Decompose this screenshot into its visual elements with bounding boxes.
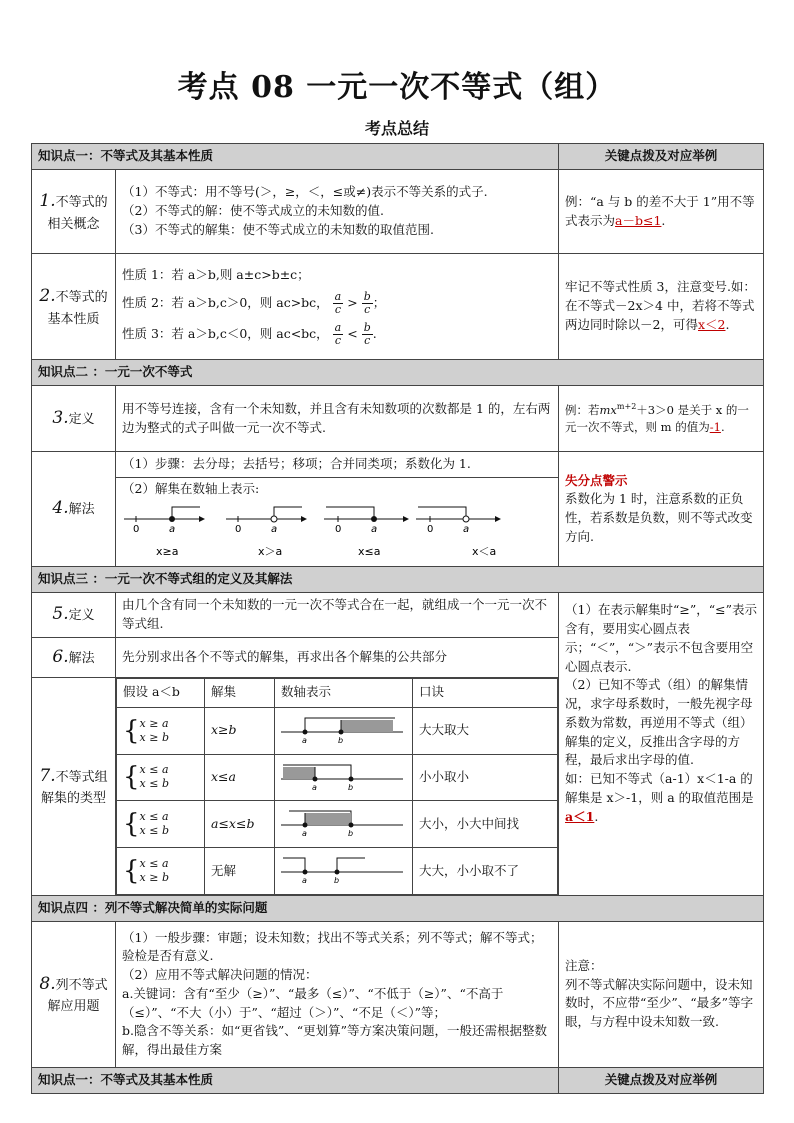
- axis-cell: [275, 754, 413, 801]
- svg-text:a: a: [312, 782, 317, 792]
- rule-cell: 大小，小大中间找: [413, 801, 558, 848]
- svg-text:b: b: [334, 876, 340, 885]
- column-header: 口诀: [413, 678, 558, 707]
- row-note: （1）在表示解集时“≥”，“≤”表示含有，要用实心圆点表示；“＜”，“＞”表示不包含要用空心圆点表示. （2）已知不等式（组）的解集情况，求字母系数时，一般先视字母系数为常数，再逆用不等式（组）解集的定义，反推出含字母的方程，最后求出字母的值. 如：已知不等式（a-1）x＜1-a 的解集是 x＞-1，则 a 的取值范围是a＜1.: [559, 593, 764, 896]
- number-line-1: [124, 507, 204, 558]
- table-row: [117, 848, 558, 895]
- section-header: 知识点二 ：一元一次不等式: [32, 360, 764, 386]
- system-cell: { x ≤ a x ≤ b: [117, 754, 205, 801]
- svg-text:a: a: [169, 523, 176, 535]
- solution-cell: 无解: [205, 848, 275, 895]
- axis-label: x＜a: [472, 544, 497, 558]
- row-label: 2.不等式的基本性质: [32, 254, 116, 360]
- axis-label: x≥a: [156, 544, 179, 558]
- svg-text:a: a: [463, 523, 470, 535]
- row-label: 1.不等式的相关概念: [32, 170, 116, 254]
- section-header-row: [32, 567, 764, 593]
- axis-cell: [275, 707, 413, 754]
- system-cell: { x ≤ a x ≥ b: [117, 848, 205, 895]
- section-right-header: 关键点拨及对应举例: [559, 144, 764, 170]
- solution-cell: a≤x≤b: [205, 801, 275, 848]
- number-line-2: [226, 507, 306, 558]
- row-note: 失分点警示 系数化为 1 时，注意系数的正负性，若系数是负数，则不等式改变方向.: [559, 452, 764, 567]
- axis-label: x＞a: [258, 544, 283, 558]
- rule-cell: 小小取小: [413, 754, 558, 801]
- table-row: [117, 801, 558, 848]
- warning-title: 失分点警示: [565, 472, 628, 488]
- table-row: [32, 593, 764, 638]
- svg-text:a: a: [302, 876, 307, 885]
- svg-text:b: b: [338, 735, 344, 745]
- table-row: [32, 254, 764, 360]
- section-header-row: [32, 360, 764, 386]
- section-header: 知识点四 ：列不等式解决简单的实际问题: [32, 895, 764, 921]
- row-label: 7.不等式组解集的类型: [32, 677, 116, 895]
- system-cell: { x ≤ a x ≤ b: [117, 801, 205, 848]
- row-note: 例：若$mx^{m+2}+3>0$ 是关于 x 的一元一次不等式，则 m 的值为-1.: [559, 386, 764, 452]
- number-line-4: [416, 507, 500, 558]
- svg-text:b: b: [348, 829, 354, 839]
- number-line-diagram: [275, 755, 411, 795]
- number-line-3: [324, 507, 408, 558]
- row-content: 先分别求出各个不等式的解集，再求出各个解集的公共部分: [116, 637, 559, 677]
- number-line-group: [116, 499, 556, 561]
- rule-cell: 大大取大: [413, 707, 558, 754]
- row-note: 注意： 列不等式解决实际问题中，设未知数时，不应带“至少”、“最多”等字眼，与方程中设未知数一致.: [559, 921, 764, 1067]
- number-line-diagram: [275, 801, 411, 841]
- page-subtitle: 考点总结: [364, 119, 429, 138]
- section-right-header: 关键点拨及对应举例: [559, 1067, 764, 1093]
- row-content: 用不等号连接，含有一个未知数，并且含有未知数项的次数都是 1 的，左右两边为整式的式子叫做一元一次不等式.: [116, 386, 559, 452]
- svg-text:a: a: [302, 735, 307, 745]
- column-header: 假设 a＜b: [117, 678, 205, 707]
- axis-cell: [275, 848, 413, 895]
- section-header-row: [32, 144, 764, 170]
- section-header: 知识点一：不等式及其基本性质: [32, 1067, 559, 1093]
- table-row: [117, 707, 558, 754]
- fraction: $\frac{b}{c}$: [363, 320, 371, 347]
- row-content: （1）一般步骤：审题；设未知数；找出不等式关系；列不等式；解不等式；验检是否有意义. （2）应用不等式解决问题的情况： a.关键词：含有“至少（≥）”、“最多（≤）”、“不低于（≥）”、“不高于（≤）”、“不大（小）于”、“超过（＞）”、“不足（＜）”等； b.隐含不等关系：如“更省钱”、“更划算”等方案决策问题，一般还需根据整数解，得出最佳方案: [116, 921, 559, 1067]
- number-line-diagram: [275, 848, 411, 888]
- svg-text:0: 0: [235, 523, 242, 535]
- svg-text:0: 0: [133, 523, 140, 535]
- fraction: $\frac{a}{c}$: [334, 320, 342, 347]
- svg-text:0: 0: [427, 523, 434, 535]
- section-header: 知识点三 ：一元一次不等式组的定义及其解法: [32, 567, 764, 593]
- summary-table: [31, 143, 764, 1094]
- table-row: [32, 170, 764, 254]
- svg-text:a: a: [302, 829, 307, 839]
- solution-set-table: [116, 678, 558, 895]
- row-content: 由几个含有同一个未知数的一元一次不等式合在一起，就组成一个一元一次不等式组.: [116, 593, 559, 638]
- row-content: （1）步骤：去分母；去括号；移项；合并同类项；系数化为 1. （2）解集在数轴上表示: 0 a x≥a 0 a x＞a 0 a x≤a 0 a x＜a: [116, 452, 559, 567]
- section-header-row: [32, 1067, 764, 1093]
- row-note: 例：“a 与 b 的差不大于 1”用不等式表示为a－b≤1.: [559, 170, 764, 254]
- fraction: $\frac{b}{c}$: [363, 289, 371, 316]
- svg-text:0: 0: [335, 523, 342, 535]
- page-title: 考点 08 一元一次不等式（组）: [177, 70, 617, 105]
- row-content: 性质 1：若 a＞b,则 a±c>b±c； 性质 2：若 a＞b,c＞0，则 ac>bc， $\frac{a}{c}$ > $\frac{b}{c}$ ； 性质 3：若 a＞b,c＜0，则 ac<bc， $\frac{a}{c}$ < $\frac{b}{c}$ .: [116, 254, 559, 360]
- table-row: [32, 386, 764, 452]
- row-label: 6.解法: [32, 637, 116, 677]
- system-cell: { x ≥ a x ≥ b: [117, 707, 205, 754]
- svg-text:a: a: [271, 523, 278, 535]
- column-header: 数轴表示: [275, 678, 413, 707]
- axis-label: x≤a: [358, 544, 381, 558]
- row-note: 牢记不等式性质 3，注意变号.如：在不等式－2x＞4 中，若将不等式两边同时除以－2，可得x＜2.: [559, 254, 764, 360]
- table-row: [32, 921, 764, 1067]
- table-row: [117, 754, 558, 801]
- section-header: 知识点一：不等式及其基本性质: [32, 144, 559, 170]
- section-header-row: [32, 895, 764, 921]
- row-label: 5.定义: [32, 593, 116, 638]
- row-content: （1）不等式：用不等号(＞，≥，＜，≤或≠)表示不等关系的式子. （2）不等式的解：使不等式成立的未知数的值. （3）不等式的解集：使不等式成立的未知数的取值范围.: [116, 170, 559, 254]
- column-header: 解集: [205, 678, 275, 707]
- row-label: 8.列不等式解应用题: [32, 921, 116, 1067]
- number-line-diagram: [275, 708, 411, 748]
- svg-text:a: a: [371, 523, 378, 535]
- svg-text:b: b: [348, 782, 354, 792]
- table-row: [32, 452, 764, 567]
- row-content: [116, 677, 559, 895]
- row-label: 4.解法: [32, 452, 116, 567]
- fraction: $\frac{a}{c}$: [334, 289, 342, 316]
- axis-cell: [275, 801, 413, 848]
- solution-cell: x≥b: [205, 707, 275, 754]
- solution-cell: x≤a: [205, 754, 275, 801]
- row-label: 3.定义: [32, 386, 116, 452]
- rule-cell: 大大，小小取不了: [413, 848, 558, 895]
